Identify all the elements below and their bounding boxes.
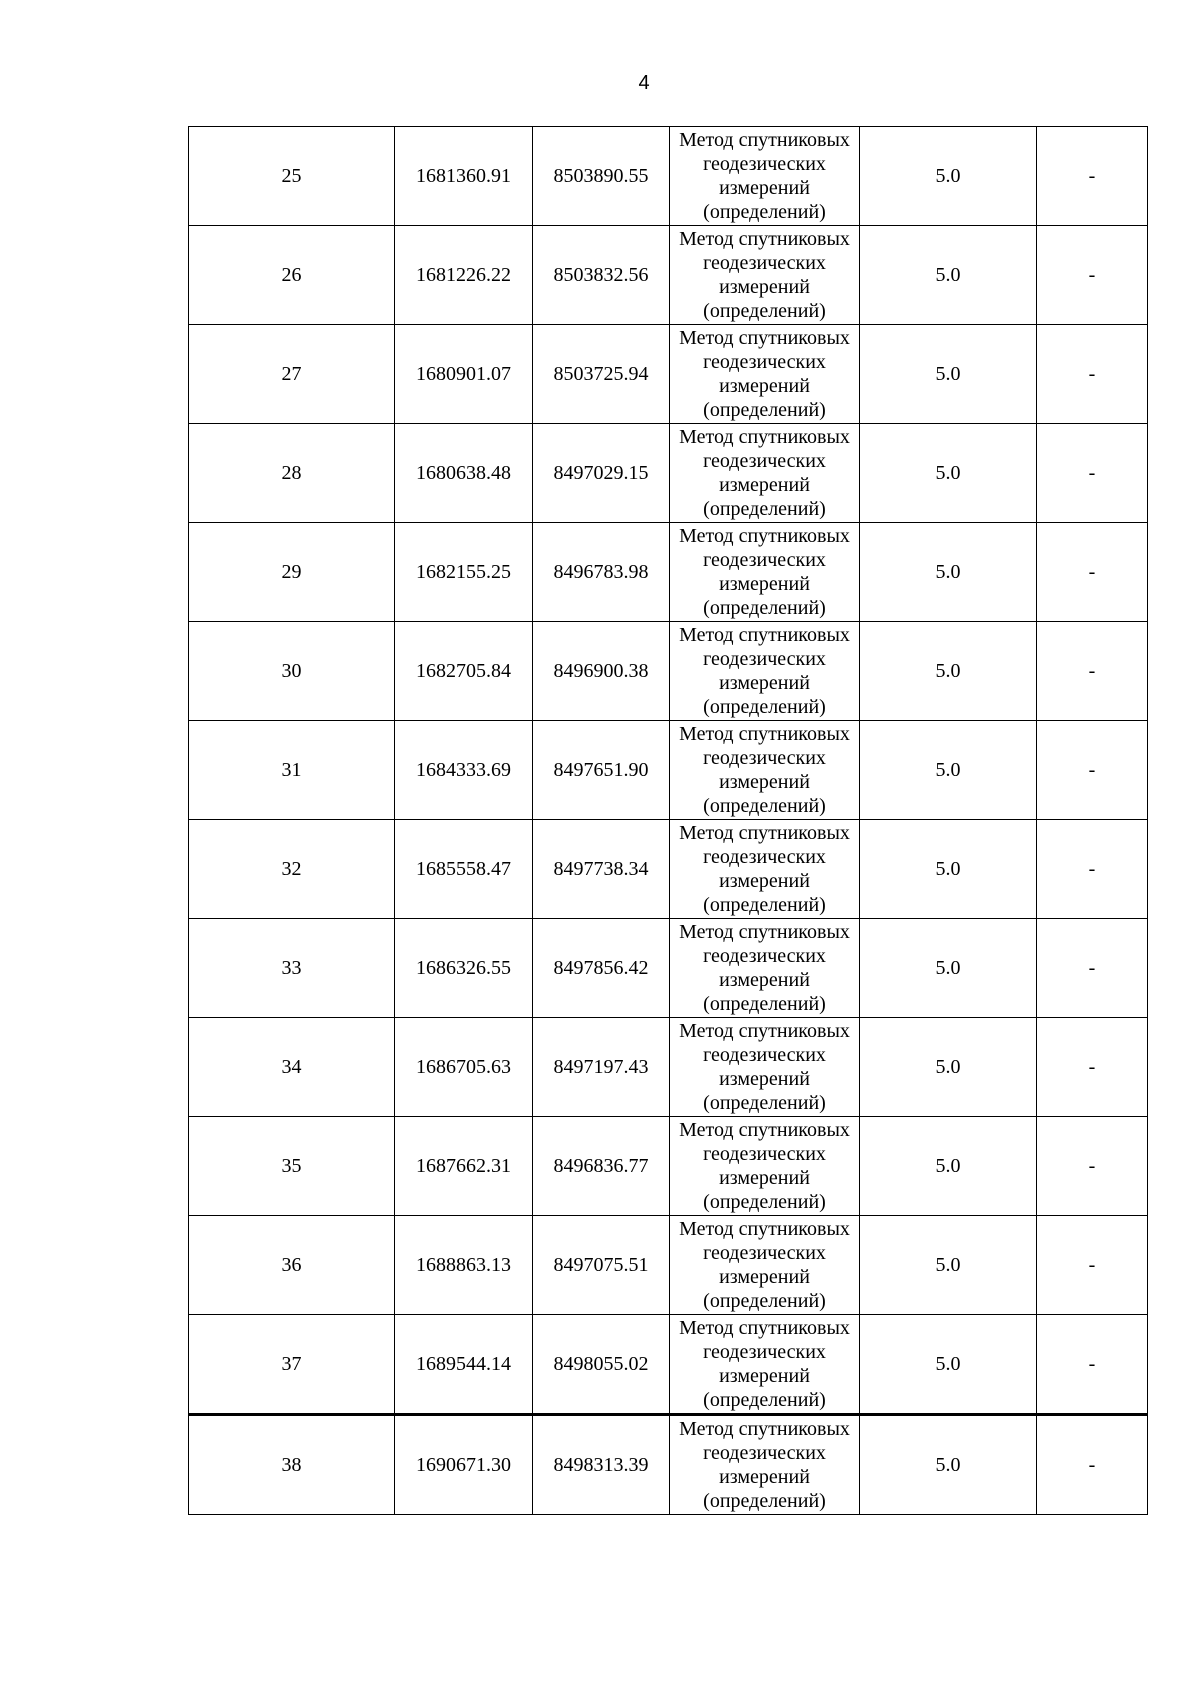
note-cell: -	[1037, 523, 1148, 622]
note-cell: -	[1037, 1117, 1148, 1216]
table-row	[189, 325, 1148, 424]
method-text-line: измерений	[719, 474, 810, 496]
accuracy-cell: 5.0	[860, 1315, 1037, 1415]
method-text-line: геодезических	[703, 846, 826, 868]
method-text-line: Метод спутниковых	[679, 1020, 850, 1042]
method-text-line: (определений)	[703, 1191, 826, 1213]
method-text-line: измерений	[719, 969, 810, 991]
method-text-line: (определений)	[703, 399, 826, 421]
coordinate-y-cell: 8497029.15	[533, 424, 670, 523]
accuracy-cell: 5.0	[860, 424, 1037, 523]
point-number-cell: 35	[189, 1117, 395, 1216]
method-text-line: Метод спутниковых	[679, 525, 850, 547]
method-text-line: измерений	[719, 1266, 810, 1288]
point-number-cell: 28	[189, 424, 395, 523]
note-cell: -	[1037, 1315, 1148, 1415]
page-number: 4	[638, 72, 650, 94]
accuracy-cell: 5.0	[860, 325, 1037, 424]
accuracy-cell: 5.0	[860, 622, 1037, 721]
method-text-line: измерений	[719, 177, 810, 199]
method-text-line: Метод спутниковых	[679, 1317, 850, 1339]
coordinate-y-cell: 8497075.51	[533, 1216, 670, 1315]
method-cell	[670, 127, 860, 226]
accuracy-cell: 5.0	[860, 127, 1037, 226]
method-text-line: (определений)	[703, 1389, 826, 1411]
note-cell: -	[1037, 226, 1148, 325]
coordinate-y-cell: 8498313.39	[533, 1415, 670, 1515]
method-text-line: Метод спутниковых	[679, 624, 850, 646]
method-text-line: Метод спутниковых	[679, 426, 850, 448]
method-cell	[670, 721, 860, 820]
coordinate-x-cell: 1685558.47	[395, 820, 533, 919]
method-text-line: Метод спутниковых	[679, 822, 850, 844]
table-row	[189, 1117, 1148, 1216]
point-number-cell: 34	[189, 1018, 395, 1117]
note-cell: -	[1037, 820, 1148, 919]
method-text-line: (определений)	[703, 201, 826, 223]
method-text-line: (определений)	[703, 894, 826, 916]
coordinate-y-cell: 8497197.43	[533, 1018, 670, 1117]
table-row	[189, 226, 1148, 325]
note-cell: -	[1037, 622, 1148, 721]
point-number-cell: 32	[189, 820, 395, 919]
method-text-line: Метод спутниковых	[679, 1218, 850, 1240]
note-cell: -	[1037, 1216, 1148, 1315]
accuracy-cell: 5.0	[860, 1216, 1037, 1315]
method-cell	[670, 424, 860, 523]
coordinate-y-cell: 8498055.02	[533, 1315, 670, 1415]
method-text-line: (определений)	[703, 696, 826, 718]
method-text-line: Метод спутниковых	[679, 723, 850, 745]
point-number-cell: 38	[189, 1415, 395, 1515]
accuracy-cell: 5.0	[860, 721, 1037, 820]
accuracy-cell: 5.0	[860, 1415, 1037, 1515]
coordinate-y-cell: 8503890.55	[533, 127, 670, 226]
note-cell: -	[1037, 721, 1148, 820]
accuracy-cell: 5.0	[860, 226, 1037, 325]
table-row	[189, 1216, 1148, 1315]
method-text-line: измерений	[719, 375, 810, 397]
method-cell	[670, 1415, 860, 1515]
accuracy-cell: 5.0	[860, 820, 1037, 919]
table-row	[189, 523, 1148, 622]
method-text-line: Метод спутниковых	[679, 1119, 850, 1141]
method-text-line: геодезических	[703, 1442, 826, 1464]
table-row	[189, 424, 1148, 523]
coordinate-y-cell: 8496900.38	[533, 622, 670, 721]
method-text-line: геодезических	[703, 1242, 826, 1264]
coordinate-x-cell: 1684333.69	[395, 721, 533, 820]
method-text-line: (определений)	[703, 498, 826, 520]
coordinate-y-cell: 8497738.34	[533, 820, 670, 919]
method-text-line: геодезических	[703, 747, 826, 769]
method-text-line: Метод спутниковых	[679, 129, 850, 151]
coordinate-x-cell: 1687662.31	[395, 1117, 533, 1216]
method-text-line: измерений	[719, 573, 810, 595]
point-number-cell: 33	[189, 919, 395, 1018]
method-text-line: (определений)	[703, 795, 826, 817]
accuracy-cell: 5.0	[860, 523, 1037, 622]
coordinates-table	[188, 126, 1148, 1515]
method-cell	[670, 622, 860, 721]
coordinate-x-cell: 1680901.07	[395, 325, 533, 424]
method-cell	[670, 523, 860, 622]
coordinate-y-cell: 8503725.94	[533, 325, 670, 424]
method-text-line: геодезических	[703, 945, 826, 967]
method-text-line: Метод спутниковых	[679, 921, 850, 943]
table-row	[189, 127, 1148, 226]
method-text-line: геодезических	[703, 153, 826, 175]
point-number-cell: 30	[189, 622, 395, 721]
method-cell	[670, 325, 860, 424]
point-number-cell: 31	[189, 721, 395, 820]
method-text-line: геодезических	[703, 351, 826, 373]
coordinate-y-cell: 8496836.77	[533, 1117, 670, 1216]
point-number-cell: 25	[189, 127, 395, 226]
note-cell: -	[1037, 1018, 1148, 1117]
coordinate-x-cell: 1682155.25	[395, 523, 533, 622]
coordinate-x-cell: 1689544.14	[395, 1315, 533, 1415]
method-text-line: геодезических	[703, 1044, 826, 1066]
note-cell: -	[1037, 325, 1148, 424]
method-text-line: геодезических	[703, 252, 826, 274]
coordinate-x-cell: 1686705.63	[395, 1018, 533, 1117]
method-text-line: измерений	[719, 870, 810, 892]
method-text-line: Метод спутниковых	[679, 1418, 850, 1440]
method-text-line: геодезических	[703, 1143, 826, 1165]
method-text-line: геодезических	[703, 1341, 826, 1363]
coordinate-y-cell: 8496783.98	[533, 523, 670, 622]
method-cell	[670, 1315, 860, 1415]
coordinate-x-cell: 1680638.48	[395, 424, 533, 523]
method-text-line: (определений)	[703, 597, 826, 619]
method-text-line: (определений)	[703, 300, 826, 322]
point-number-cell: 29	[189, 523, 395, 622]
method-text-line: (определений)	[703, 1490, 826, 1512]
coordinate-x-cell: 1682705.84	[395, 622, 533, 721]
accuracy-cell: 5.0	[860, 1117, 1037, 1216]
method-text-line: измерений	[719, 1167, 810, 1189]
method-text-line: измерений	[719, 1365, 810, 1387]
point-number-cell: 27	[189, 325, 395, 424]
method-text-line: Метод спутниковых	[679, 228, 850, 250]
coordinate-x-cell: 1681226.22	[395, 226, 533, 325]
note-cell: -	[1037, 127, 1148, 226]
table-row	[189, 1018, 1148, 1117]
note-cell: -	[1037, 1415, 1148, 1515]
table-row	[189, 919, 1148, 1018]
method-cell	[670, 919, 860, 1018]
method-text-line: измерений	[719, 1068, 810, 1090]
table-row	[189, 622, 1148, 721]
coordinate-x-cell: 1688863.13	[395, 1216, 533, 1315]
coordinate-x-cell: 1690671.30	[395, 1415, 533, 1515]
coordinate-y-cell: 8503832.56	[533, 226, 670, 325]
method-text-line: измерений	[719, 672, 810, 694]
table-body	[189, 127, 1148, 1515]
method-text-line: измерений	[719, 276, 810, 298]
method-text-line: (определений)	[703, 1290, 826, 1312]
method-text-line: измерений	[719, 1466, 810, 1488]
table-row	[189, 1315, 1148, 1415]
coordinate-x-cell: 1686326.55	[395, 919, 533, 1018]
method-text-line: (определений)	[703, 1092, 826, 1114]
method-cell	[670, 1117, 860, 1216]
note-cell: -	[1037, 919, 1148, 1018]
point-number-cell: 26	[189, 226, 395, 325]
method-cell	[670, 1018, 860, 1117]
method-text-line: геодезических	[703, 450, 826, 472]
accuracy-cell: 5.0	[860, 1018, 1037, 1117]
method-cell	[670, 226, 860, 325]
method-cell	[670, 820, 860, 919]
table-row	[189, 820, 1148, 919]
point-number-cell: 37	[189, 1315, 395, 1415]
method-text-line: (определений)	[703, 993, 826, 1015]
accuracy-cell: 5.0	[860, 919, 1037, 1018]
table-row	[189, 721, 1148, 820]
point-number-cell: 36	[189, 1216, 395, 1315]
coordinate-y-cell: 8497651.90	[533, 721, 670, 820]
table-row	[189, 1415, 1148, 1515]
coordinate-x-cell: 1681360.91	[395, 127, 533, 226]
note-cell: -	[1037, 424, 1148, 523]
method-text-line: Метод спутниковых	[679, 327, 850, 349]
method-text-line: геодезических	[703, 549, 826, 571]
method-cell	[670, 1216, 860, 1315]
method-text-line: геодезических	[703, 648, 826, 670]
method-text-line: измерений	[719, 771, 810, 793]
coordinate-y-cell: 8497856.42	[533, 919, 670, 1018]
